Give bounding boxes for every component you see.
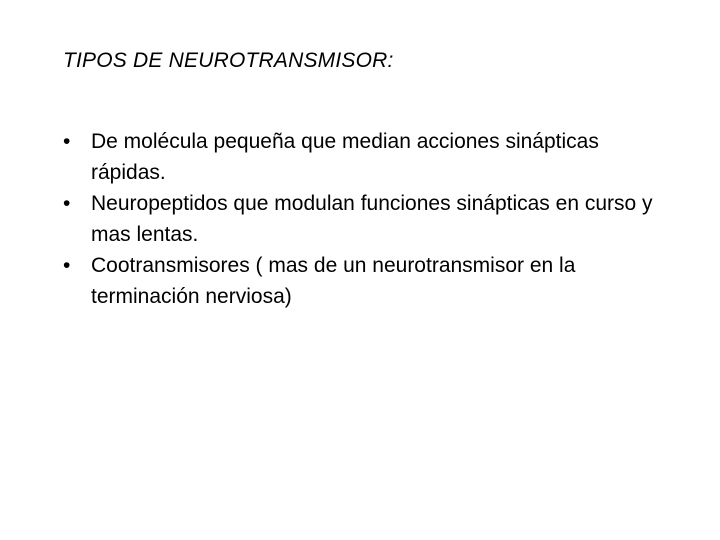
bullet-item <box>63 250 663 312</box>
bullet-icon: • <box>63 192 71 215</box>
bullet-text: De molécula pequeña que median acciones sinápticas rápidas. <box>91 130 599 184</box>
bullet-icon: • <box>63 130 71 153</box>
bullet-item <box>63 126 663 188</box>
bullet-text: Neuropeptidos que modulan funciones sinápticas en curso y mas lentas. <box>91 192 653 246</box>
bullet-item <box>63 188 663 250</box>
bullet-icon: • <box>63 254 71 277</box>
slide-title: TIPOS DE NEUROTRANSMISOR: <box>63 49 394 72</box>
bullet-list <box>63 126 663 312</box>
bullet-text: Cootransmisores ( mas de un neurotransmisor en la terminación nerviosa) <box>91 254 576 308</box>
